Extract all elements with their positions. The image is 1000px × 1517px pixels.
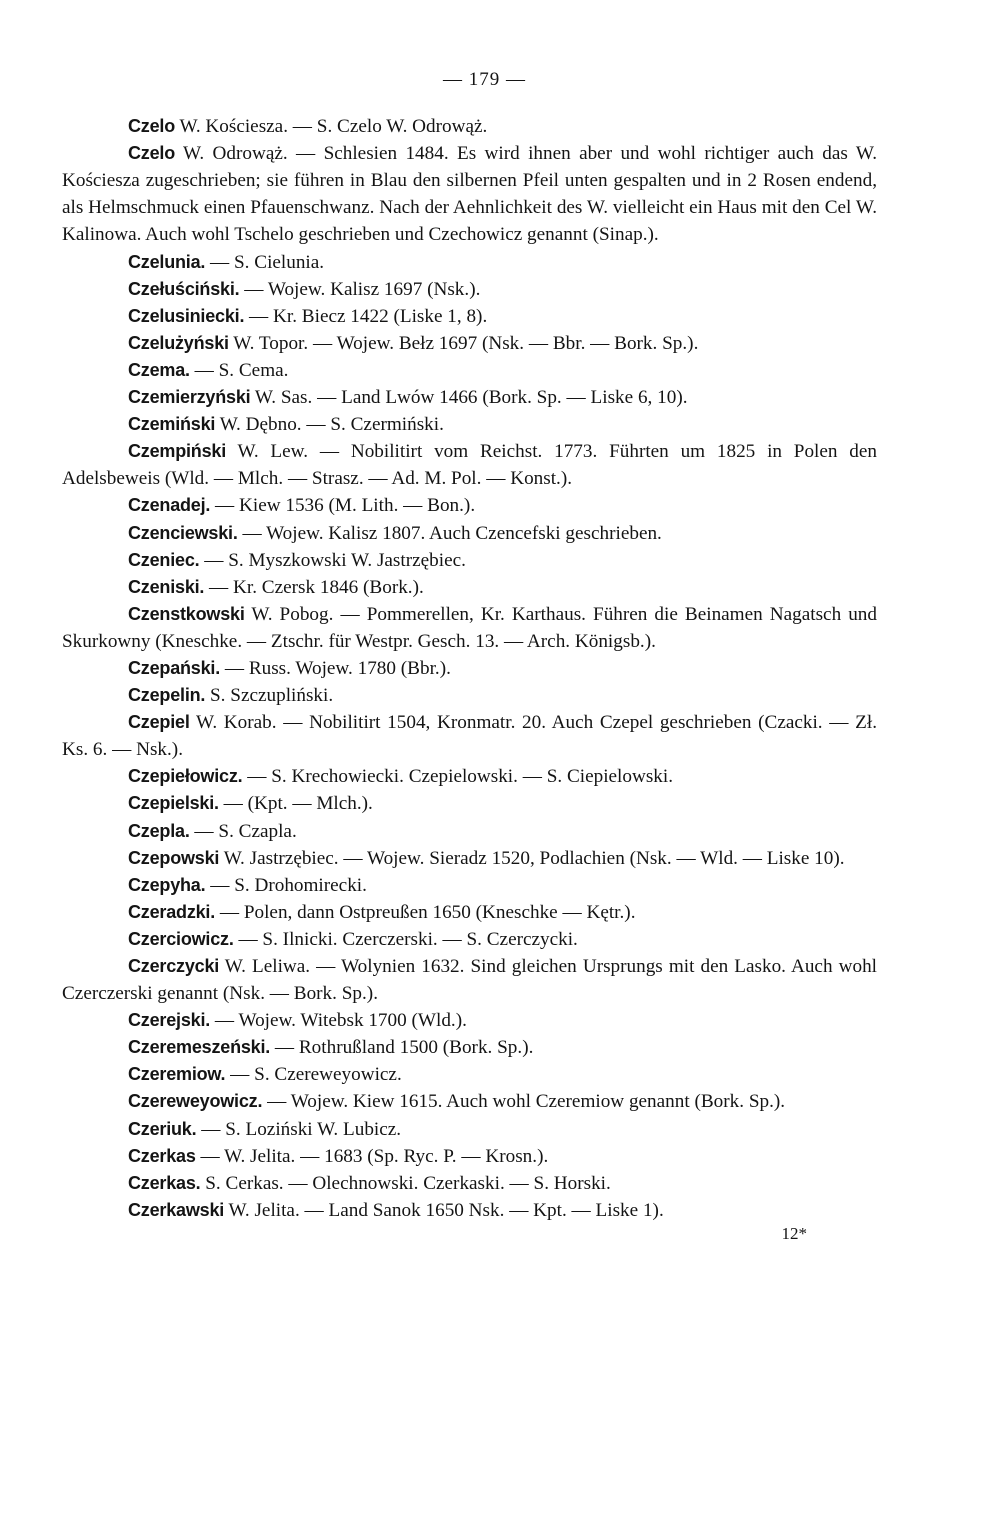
entry-text: — Kr. Biecz 1422 (Liske 1, 8).: [249, 305, 488, 327]
entry-text: — Russ. Wojew. 1780 (Bbr.).: [224, 657, 451, 679]
entry-headword: Czeriuk.: [128, 1118, 197, 1139]
dictionary-entry: [62, 1007, 877, 1034]
entry-text: — S. Drohomirecki.: [210, 874, 367, 896]
dictionary-entry: [62, 384, 877, 411]
dictionary-entry: [62, 872, 877, 899]
entry-headword: Czelużyński: [128, 332, 229, 353]
entry-headword: Czepiel: [128, 712, 190, 733]
dictionary-entry: [62, 330, 877, 357]
dictionary-entry: [62, 303, 877, 330]
entry-headword: Czeradzki.: [128, 901, 216, 922]
entry-text: — Wojew. Kalisz 1807. Auch Czencefski geschrieben.: [242, 522, 662, 544]
entry-text: W. Pobog. — Pommerellen, Kr. Karthaus. Führen die Beinamen Nagatsch und Skurkowny (Kneschke. — Ztschr. für Westpr. Gesch. 13. — Arch. Königsb.).: [62, 603, 877, 652]
entry-text: — S. Czereweyowicz.: [230, 1064, 402, 1086]
entry-headword: Czelo: [128, 116, 176, 137]
dictionary-entry: [62, 140, 877, 248]
entry-text: — Kiew 1536 (M. Lith. — Bon.).: [215, 495, 476, 517]
entry-text: W. Lew. — Nobilitirt vom Reichst. 1773. Führten um 1825 in Polen den Adelsbeweis (Wld. — Mlch. — Strasz. — Ad. M. Pol. — Konst.).: [62, 441, 877, 490]
entry-headword: Czerczycki: [128, 956, 220, 976]
entry-text: W. Leliwa. — Wolynien 1632. Sind gleichen Ursprungs mit den Lasko. Auch wohl Czerczerski genannt (Nsk. — Bork. Sp.).: [62, 956, 877, 1005]
dictionary-entry: [62, 1061, 877, 1088]
dictionary-entry: [62, 709, 877, 763]
entry-text: W. Sas. — Land Lwów 1466 (Bork. Sp. — Liske 6, 10).: [254, 387, 688, 409]
dictionary-entry: [62, 574, 877, 601]
entry-text: — Polen, dann Ostpreußen 1650 (Kneschke — Kętr.).: [219, 901, 636, 923]
entry-text: — Wojew. Kiew 1615. Auch wohl Czeremiow genannt (Bork. Sp.).: [267, 1091, 786, 1113]
entry-headword: Czempiński: [128, 441, 227, 462]
entry-text: — Wojew. Kalisz 1697 (Nsk.).: [244, 278, 481, 300]
dictionary-entry: [62, 1143, 877, 1170]
entry-text: W. Jelita. — Land Sanok 1650 Nsk. — Kpt. — Liske 1).: [228, 1199, 664, 1221]
entry-headword: Czeniec.: [128, 549, 200, 570]
entry-headword: Czepelin.: [128, 685, 206, 706]
entry-text: W. Topor. — Wojew. Bełz 1697 (Nsk. — Bbr. — Bork. Sp.).: [233, 332, 699, 354]
entry-headword: Czereweyowicz.: [128, 1091, 263, 1112]
dictionary-entry: [62, 845, 877, 872]
entry-headword: Czełuściński.: [128, 278, 240, 299]
dictionary-entry: [62, 276, 877, 303]
dictionary-entry: [62, 547, 877, 574]
entry-list: [62, 113, 877, 1224]
entry-headword: Czepielski.: [128, 793, 219, 814]
entry-headword: Czerejski.: [128, 1010, 211, 1031]
entry-text: — Rothrußland 1500 (Bork. Sp.).: [274, 1037, 534, 1059]
entry-headword: Czeniski.: [128, 576, 205, 597]
entry-headword: Czepla.: [128, 820, 190, 841]
dictionary-entry: [62, 682, 877, 709]
dictionary-entry: [62, 655, 877, 682]
dictionary-entry: [62, 113, 877, 140]
entry-text: — Kr. Czersk 1846 (Bork.).: [209, 576, 424, 598]
entry-text: — W. Jelita. — 1683 (Sp. Ryc. P. — Krosn.).: [200, 1145, 549, 1167]
document-page: [62, 66, 877, 1506]
entry-headword: Czepiełowicz.: [128, 766, 243, 787]
entry-headword: Czepowski: [128, 847, 220, 868]
entry-headword: Czerkawski: [128, 1199, 225, 1220]
entry-text: — Wojew. Witebsk 1700 (Wld.).: [214, 1010, 467, 1032]
entry-text: — S. Cema.: [194, 359, 289, 381]
dictionary-entry: [62, 763, 877, 790]
entry-headword: Czerciowicz.: [128, 928, 234, 949]
entry-headword: Czepyha.: [128, 874, 206, 895]
entry-headword: Czelunia.: [128, 251, 206, 272]
entry-headword: Czeremeszeński.: [128, 1037, 271, 1058]
dictionary-entry: [62, 818, 877, 845]
entry-text: — S. Ilnicki. Czerczerski. — S. Czerczycki.: [238, 928, 578, 950]
entry-text: — S. Myszkowski W. Jastrzębiec.: [204, 549, 466, 571]
signature-mark: 12*: [781, 1223, 807, 1243]
entry-headword: Czenstkowski: [128, 603, 245, 624]
dictionary-entry: [62, 1116, 877, 1143]
dictionary-entry: [62, 1170, 877, 1197]
dictionary-entry: [62, 438, 877, 492]
entry-text: S. Cerkas. — Olechnowski. Czerkaski. — S. Horski.: [205, 1172, 611, 1194]
dictionary-entry: [62, 520, 877, 547]
dictionary-entry: [62, 899, 877, 926]
entry-text: — S. Krechowiecki. Czepielowski. — S. Ciepielowski.: [247, 766, 674, 788]
entry-headword: Czeremiow.: [128, 1064, 226, 1085]
entry-text: W. Kościesza. — S. Czelo W. Odrowąż.: [179, 116, 488, 138]
entry-headword: Czenciewski.: [128, 522, 238, 543]
dictionary-entry: [62, 953, 877, 1007]
entry-headword: Czerkas.: [128, 1172, 201, 1193]
entry-text: — S. Cielunia.: [210, 251, 325, 273]
dictionary-entry: [62, 492, 877, 519]
entry-text: — S. Czapla.: [194, 820, 297, 842]
entry-headword: Czemierzyński: [128, 387, 251, 408]
dictionary-entry: [62, 1088, 877, 1115]
dictionary-entry: [62, 357, 877, 384]
entry-headword: Czemiński: [128, 414, 216, 435]
entry-headword: Czelo: [128, 143, 176, 164]
entry-text: S. Szczupliński.: [210, 685, 334, 707]
dictionary-entry: [62, 601, 877, 655]
entry-text: W. Odrowąż. — Schlesien 1484. Es wird ihnen aber und wohl richtiger auch das W. Kościesza zugeschrieben; sie führen in Blau den silbernen Pfeil unten gespalten und in 2 Rosen endend, als Helmschmuck einen Pfauenschwanz. Nach der Aehnlichkeit des W. vielleicht ein Haus mit den Cel W. Kalinowa. Auch wohl Tschelo geschrieben und Czechowicz genannt (Sinap.).: [62, 143, 877, 246]
dictionary-entry: [62, 926, 877, 953]
entry-text: — (Kpt. — Mlch.).: [223, 793, 373, 815]
entry-headword: Czema.: [128, 359, 190, 380]
page-number: — 179 —: [443, 69, 526, 90]
entry-text: W. Korab. — Nobilitirt 1504, Kronmatr. 20. Auch Czepel geschrieben (Czacki. — Zł. Ks. 6. — Nsk.).: [62, 712, 877, 761]
dictionary-entry: [62, 411, 877, 438]
entry-text: — S. Loziński W. Lubicz.: [201, 1118, 402, 1140]
dictionary-entry: [62, 249, 877, 276]
entry-headword: Czerkas: [128, 1145, 196, 1166]
entry-text: W. Jastrzębiec. — Wojew. Sieradz 1520, Podlachien (Nsk. — Wld. — Liske 10).: [223, 847, 845, 869]
entry-headword: Czenadej.: [128, 495, 211, 516]
dictionary-entry: [62, 790, 877, 817]
entry-text: W. Dębno. — S. Czermiński.: [219, 414, 444, 436]
entry-headword: Czepański.: [128, 657, 221, 678]
dictionary-entry: [62, 1034, 877, 1061]
entry-headword: Czelusiniecki.: [128, 305, 245, 326]
